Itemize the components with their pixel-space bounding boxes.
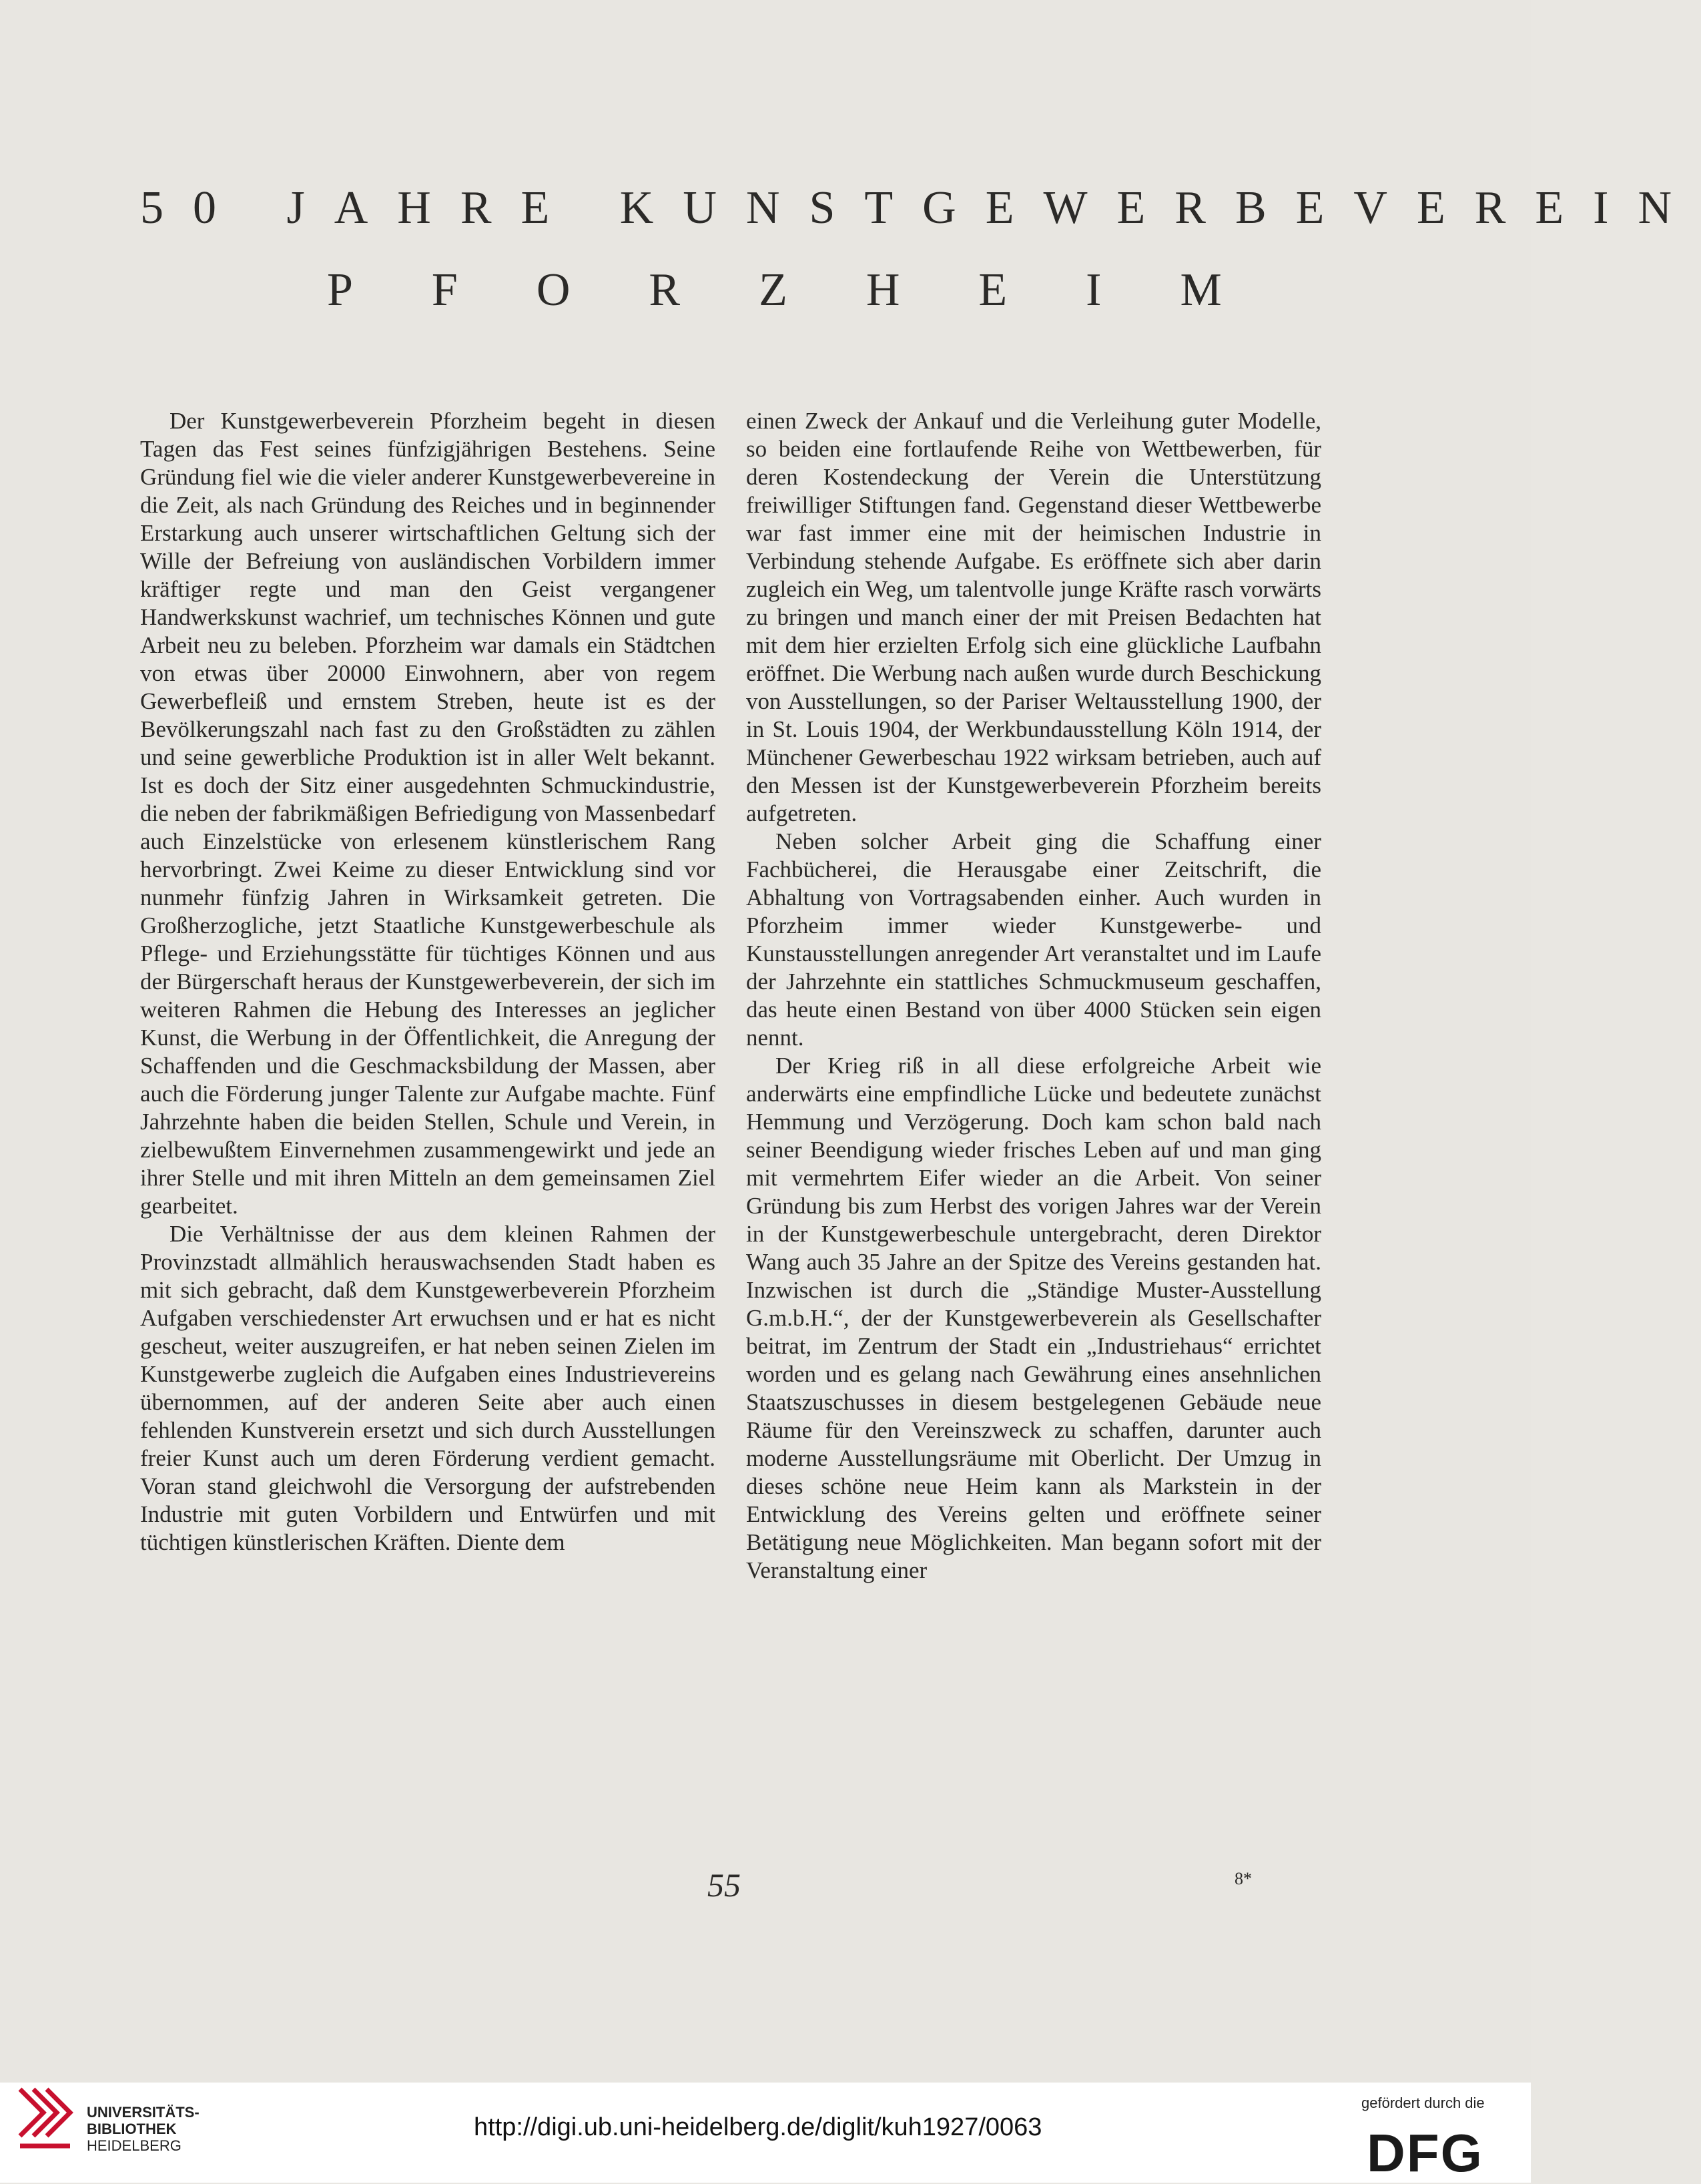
- dfg-logo: DFG: [1367, 2123, 1483, 2183]
- footer-bar: [0, 2083, 1531, 2183]
- library-name-line3: HEIDELBERG: [87, 2137, 182, 2154]
- document-url-link[interactable]: http://digi.ub.uni-heidelberg.de/diglit/kuh1927/0063: [474, 2113, 1042, 2141]
- library-name: [87, 2104, 200, 2154]
- page-title-line1: 50 JAHRE KUNSTGEWERBEVEREIN: [140, 182, 1701, 234]
- text-column-right: [746, 407, 1321, 1585]
- library-logo-icon: [13, 2083, 77, 2159]
- paragraph: Der Krieg riß in all diese erfolgreiche Arbeit wie anderwärts eine empfindliche Lücke und bedeutete zunächst Hemmung und Verzögerung. Doch kam schon bald nach seiner Beendigung wieder frisches Leben auf und man ging mit vermehrtem Eifer wieder an die Arbeit. Von seiner Gründung bis zum Herbst des vorigen Jahres war der Verein in der Kunstgewerbeschule untergebracht, deren Direktor Wang auch 35 Jahre an der Spitze des Vereins gestanden hat. Inzwischen ist durch die „Ständige Muster-Ausstellung G.m.b.H.“, der der Kunstgewerbeverein als Gesellschafter beitrat, im Zentrum der Stadt ein „Industriehaus“ errichtet worden und es gelang nach Gewährung eines ansehnlichen Staatszuschusses in diesem bestgelegenen Gebäude neue Räume für den Vereinszweck zu schaffen, darunter auch moderne Ausstellungsräume mit Oberlicht. Der Umzug in dieses schöne neue Heim kann als Markstein in der Entwicklung des Vereins gelten und eröffnete seiner Betätigung neue Möglichkeiten. Man begann sofort mit der Veranstaltung einer: [746, 1053, 1321, 1583]
- page-title-line2: PFORZHEIM: [327, 264, 1301, 316]
- library-name-line2: BIBLIOTHEK: [87, 2121, 177, 2137]
- library-name-line1: UNIVERSITÄTS-: [87, 2104, 200, 2121]
- page-number: 55: [707, 1866, 741, 1904]
- text-column-left: [140, 407, 715, 1557]
- signature-mark: 8*: [1235, 1869, 1252, 1888]
- funded-by-caption: gefördert durch die: [1361, 2095, 1485, 2111]
- paragraph: Neben solcher Arbeit ging die Schaffung einer Fachbücherei, die Herausgabe einer Zeitschrift, die Abhaltung von Vortragsabenden einher. Auch wurden in Pforzheim immer wieder Kunstgewerbe- und Kunstausstellungen anregender Art veranstaltet und im Laufe der Jahrzehnte ein stattliches Schmuckmuseum geschaffen, das heute einen Bestand von über 4000 Stücken sein eigen nennt.: [746, 828, 1321, 1051]
- paragraph: einen Zweck der Ankauf und die Verleihung guter Modelle, so beiden eine fortlaufende Reihe von Wettbewerben, für deren Kostendeckung der Verein die Unterstützung freiwilliger Stiftungen fand. Gegenstand dieser Wettbewerbe war fast immer eine mit der heimischen Industrie in Verbindung stehende Aufgabe. Es eröffnete sich aber darin zugleich ein Weg, um talentvolle junge Kräfte rasch vorwärts zu bringen und manch einer der mit Preisen Bedachten hat mit dem hier erzielten Erfolg sich eine glückliche Laufbahn eröffnet. Die Werbung nach außen wurde durch Beschickung von Ausstellungen, so der Pariser Weltausstellung 1900, der in St. Louis 1904, der Werkbundausstellung Köln 1914, der Münchener Gewerbeschau 1922 wirksam betrieben, auch auf den Messen ist der Kunstgewerbeverein Pforzheim bereits aufgetreten.: [746, 408, 1321, 826]
- paragraph: Der Kunstgewerbeverein Pforzheim begeht in diesen Tagen das Fest seines fünfzigjährigen Bestehens. Seine Gründung fiel wie die vieler anderer Kunstgewerbevereine in die Zeit, als nach Gründung des Reiches und in beginnender Erstarkung auch unserer wirtschaftlichen Geltung sich der Wille der Befreiung von ausländischen Vorbildern immer kräftiger regte und man den Geist vergangener Handwerkskunst wachrief, um technisches Können und gute Arbeit neu zu beleben. Pforzheim war damals ein Städtchen von etwas über 20000 Einwohnern, aber von regem Gewerbefleiß und ernstem Streben, heute ist es der Bevölkerungszahl nach fast zu den Großstädten zu zählen und seine gewerbliche Produktion ist in aller Welt bekannt. Ist es doch der Sitz einer ausgedehnten Schmuckindustrie, die neben der fabrikmäßigen Befriedigung von Massenbedarf auch Einzelstücke von erlesenem künstlerischem Rang hervorbringt. Zwei Keime zu dieser Entwicklung sind vor nunmehr fünfzig Jahren in Wirksamkeit getreten. Die Großherzogliche, jetzt Staatliche Kunstgewerbeschule als Pflege- und Erziehungsstätte für tüchtiges Können und aus der Bürgerschaft heraus der Kunstgewerbeverein, der sich im weiteren Rahmen die Hebung des Interesses an jeglicher Kunst, die Werbung in der Öffentlichkeit, die Anregung der Schaffenden und die Geschmacksbildung der Massen, aber auch die Förderung junger Talente zur Aufgabe machte. Fünf Jahrzehnte haben die beiden Stellen, Schule und Verein, in zielbewußtem Einvernehmen zusammengewirkt und jede an ihrer Stelle und mit ihren Mitteln an dem gemeinsamen Ziel gearbeitet.: [140, 408, 715, 1219]
- paragraph: Die Verhältnisse der aus dem kleinen Rahmen der Provinzstadt allmählich herauswachsenden Stadt haben es mit sich gebracht, daß dem Kunstgewerbeverein Pforzheim Aufgaben verschiedenster Art erwuchsen und er hat es nicht gescheut, weiter auszugreifen, er hat neben seinen Zielen im Kunstgewerbe zugleich die Aufgaben eines Industrievereins übernommen, auf der anderen Seite aber auch einen fehlenden Kunstverein ersetzt und sich durch Ausstellungen freier Kunst auch um deren Förderung verdient gemacht. Voran stand gleichwohl die Versorgung der aufstrebenden Industrie mit guten Vorbildern und Entwürfen und mit tüchtigen künstlerischen Kräften. Diente dem: [140, 1221, 715, 1555]
